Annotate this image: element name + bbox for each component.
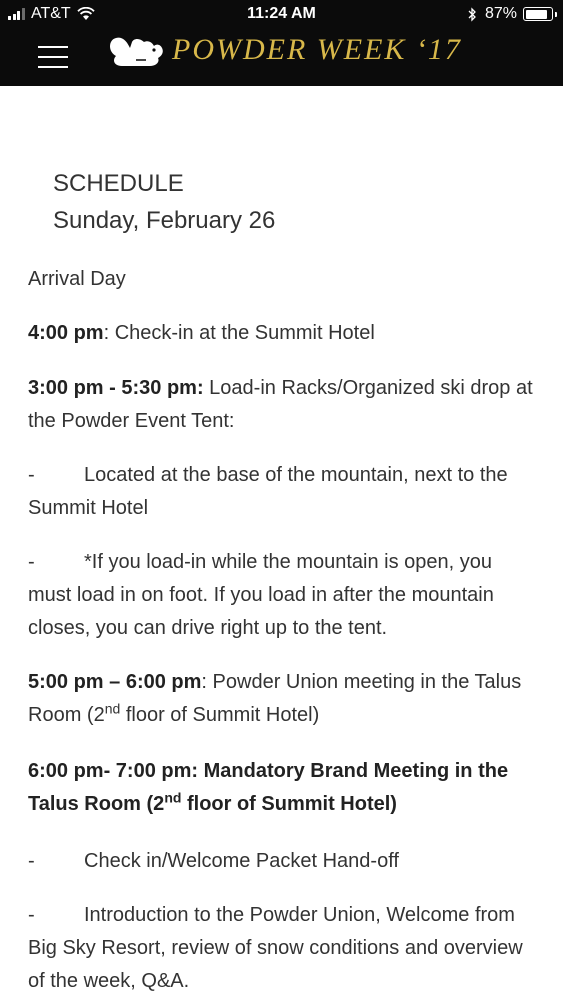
item-time: 4:00 pm: [28, 322, 104, 344]
arrival-day-text: Arrival Day: [28, 268, 126, 290]
schedule-item-checkin: [28, 317, 538, 350]
bullet-dash: -: [28, 464, 35, 486]
bullet-load-in-note: [28, 546, 538, 645]
squirrel-icon: [106, 30, 168, 70]
item-time: 3:00 pm - 5:30 pm:: [28, 377, 204, 399]
hamburger-menu-icon[interactable]: [38, 42, 68, 72]
item-text-b: floor of Summit Hotel): [120, 704, 320, 726]
schedule-item-union-meeting: [28, 666, 538, 732]
status-right: [467, 5, 553, 23]
battery-percent: 87%: [484, 5, 517, 22]
bullet-text: *If you load-in while the mountain is open, you must load in on foot. If you load in after the mountain closes, you can drive right up to the tent.: [28, 551, 494, 639]
bullet-dash: -: [28, 850, 35, 872]
date-heading: Sunday, February 26: [53, 207, 276, 234]
item-text-a: 6:00 pm- 7:00 pm: Mandatory Brand Meeting in the Talus Room (2: [28, 760, 509, 815]
item-time: 5:00 pm – 6:00 pm: [28, 671, 202, 693]
schedule-item-loadin: [28, 372, 538, 438]
bullet-introduction: [28, 899, 538, 998]
bullet-text: Introduction to the Powder Union, Welcome from Big Sky Resort, review of snow conditions and overview of the week, Q&A.: [28, 904, 523, 992]
bluetooth-icon: [467, 7, 477, 22]
bullet-dash: -: [28, 551, 35, 573]
bullet-text: Located at the base of the mountain, next to the Summit Hotel: [28, 464, 508, 519]
app-header: [0, 0, 563, 86]
item-text-b: floor of Summit Hotel): [181, 793, 397, 815]
brand-title: POWDER WEEK ‘17: [172, 33, 462, 66]
battery-fill: [526, 10, 548, 19]
carrier-label: AT&T: [31, 5, 71, 22]
item-text-a: : Powder Union meeting in the Talus Room (2: [28, 671, 522, 726]
bullet-text: Check in/Welcome Packet Hand-off: [84, 850, 399, 872]
schedule-heading: SCHEDULE: [53, 170, 184, 197]
battery-icon: [523, 7, 553, 21]
bullet-checkin-packet: [28, 845, 538, 878]
item-text: Load-in Racks/Organized ski drop at the Powder Event Tent:: [28, 377, 533, 432]
item-sup: nd: [164, 789, 182, 806]
schedule-item-brand-meeting: [28, 755, 538, 821]
battery-nub: [555, 12, 558, 17]
status-time: 11:24 AM: [247, 5, 316, 22]
bullet-dash: -: [28, 904, 35, 926]
item-text: : Check-in at the Summit Hotel: [103, 322, 375, 344]
brand-logo[interactable]: [106, 28, 462, 72]
item-sup: nd: [104, 700, 121, 717]
bullet-location: [28, 459, 538, 525]
status-bar: [0, 0, 563, 30]
